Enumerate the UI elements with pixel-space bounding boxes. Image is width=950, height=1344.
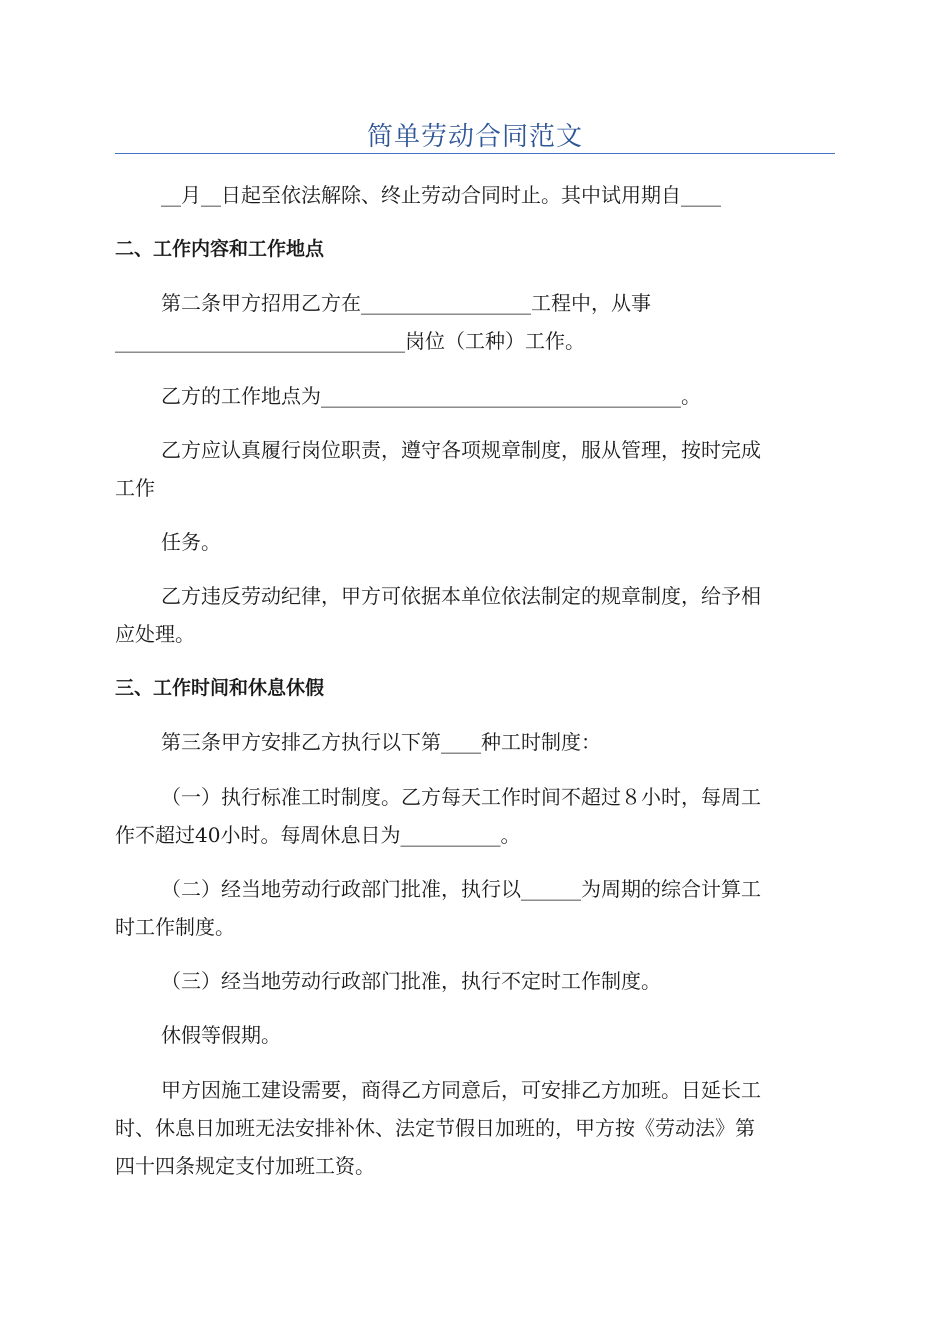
body-line: 乙方的工作地点为____________________________________。: [161, 384, 701, 408]
body-line: 休假等假期。: [161, 1023, 281, 1047]
body-line: （二）经当地劳动行政部门批准，执行以______为周期的综合计算工: [161, 877, 761, 901]
title-underline: [115, 153, 835, 154]
body-line: 乙方违反劳动纪律，甲方可依据本单位依法制定的规章制度，给予相: [161, 584, 761, 608]
body-line: 作不超过40小时。每周休息日为__________。: [115, 823, 521, 847]
body-line: （一）执行标准工时制度。乙方每天工作时间不超过８小时，每周工: [161, 785, 761, 809]
document-title: 简单劳动合同范文: [366, 122, 583, 152]
body-line: _____________________________岗位（工种）工作。: [115, 329, 585, 353]
body-line: 时、休息日加班无法安排补休、法定节假日加班的，甲方按《劳动法》第: [115, 1116, 755, 1140]
body-line: 乙方应认真履行岗位职责，遵守各项规章制度，服从管理，按时完成: [161, 438, 761, 462]
body-line: 工作: [115, 476, 155, 500]
body-line: 应处理。: [115, 622, 195, 646]
section-heading-3: 三、工作时间和休息休假: [115, 677, 325, 699]
body-line: 四十四条规定支付加班工资。: [115, 1154, 375, 1178]
body-line: 第二条甲方招用乙方在_________________工程中，从事: [161, 291, 651, 315]
body-line: 时工作制度。: [115, 915, 235, 939]
body-line: （三）经当地劳动行政部门批准，执行不定时工作制度。: [161, 969, 661, 993]
body-line: 第三条甲方安排乙方执行以下第____种工时制度：: [161, 730, 601, 754]
body-line: 甲方因施工建设需要，商得乙方同意后，可安排乙方加班。日延长工: [161, 1078, 761, 1102]
section-heading-2: 二、工作内容和工作地点: [115, 238, 325, 260]
body-line: __月__日起至依法解除、终止劳动合同时止。其中试用期自____: [161, 183, 721, 207]
body-line: 任务。: [161, 530, 221, 554]
